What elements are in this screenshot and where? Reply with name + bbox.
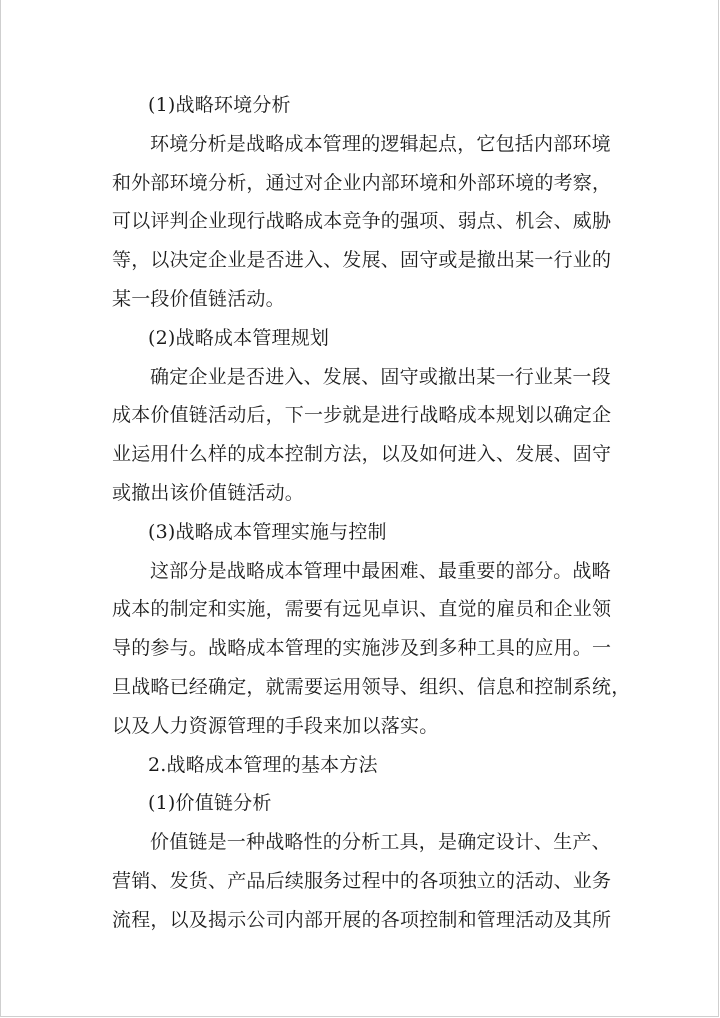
paragraph-line: 可以评判企业现行战略成本竞争的强项、弱点、机会、威胁 [112,210,612,233]
section-heading: 2.战略成本管理的基本方法 [148,753,378,776]
document-body [112,86,631,940]
paragraph-line: 这部分是战略成本管理中最困难、最重要的部分。战略 [150,559,611,582]
paragraph-line: 成本的制定和实施，需要有远见卓识、直觉的雇员和企业领 [112,598,612,621]
paragraph-line: 环境分析是战略成本管理的逻辑起点，它包括内部环境 [150,132,611,155]
paragraph-line: 流程，以及揭示公司内部开展的各项控制和管理活动及其所 [112,908,612,931]
section-heading: (1)价值链分析 [148,792,272,815]
paragraph-line: 和外部环境分析，通过对企业内部环境和外部环境的考察， [112,171,612,194]
paragraph-line: 成本价值链活动后，下一步就是进行战略成本规划以确定企 [112,404,612,427]
paragraph-line: 价值链是一种战略性的分析工具，是确定设计、生产、 [150,831,611,854]
paragraph-line: 等，以决定企业是否进入、发展、固守或是撤出某一行业的 [112,249,612,272]
paragraph-line: 旦战略已经确定，就需要运用领导、组织、信息和控制系统， [112,675,631,698]
paragraph-line: 导的参与。战略成本管理的实施涉及到多种工具的应用。一 [112,637,612,660]
paragraph-line: 确定企业是否进入、发展、固守或撤出某一行业某一段 [150,365,611,388]
section-heading: (3)战略成本管理实施与控制 [148,520,387,543]
paragraph-line: 以及人力资源管理的手段来加以落实。 [112,714,439,737]
section-heading: (2)战略成本管理规划 [148,326,330,349]
section-heading: (1)战略环境分析 [148,94,291,116]
paragraph-line: 或撤出该价值链活动。 [112,481,305,504]
paragraph-line: 业运用什么样的成本控制方法，以及如何进入、发展、固守 [112,443,612,466]
paragraph-line: 营销、发货、产品后续服务过程中的各项独立的活动、业务 [112,869,612,892]
paragraph-line: 某一段价值链活动。 [112,287,285,310]
